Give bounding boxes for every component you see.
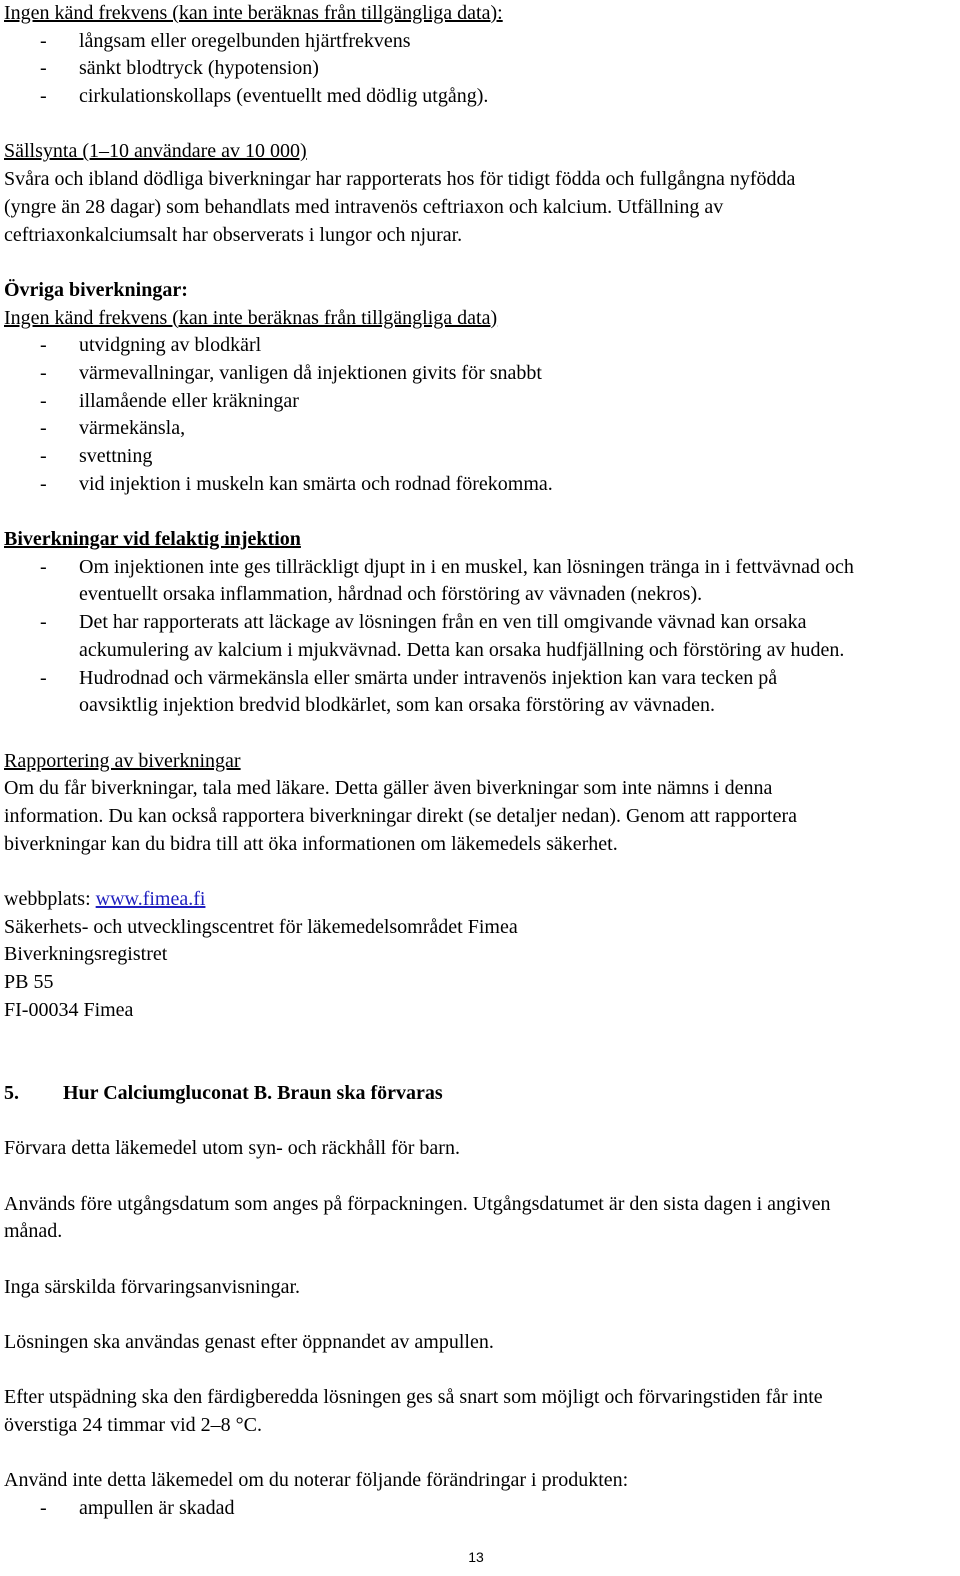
- list-item: - värmekänsla,: [4, 415, 956, 443]
- page-number: 13: [468, 1549, 484, 1565]
- list-item: - långsam eller oregelbunden hjärtfrekvens: [4, 28, 956, 56]
- reporting-heading: Rapportering av biverkningar: [4, 749, 241, 772]
- address-line: Biverkningsregistret: [4, 943, 168, 966]
- paragraph-line: Om du får biverkningar, tala med läkare. Detta gäller även biverkningar som inte nämns i denna: [4, 777, 773, 800]
- bullet-dash: -: [40, 611, 47, 634]
- list-item: - värmevallningar, vanligen då injektionen givits för snabbt: [4, 360, 956, 388]
- list-item-continuation: ackumulering av kalcium i mjukvävnad. Detta kan orsaka hudfjällning och förstöring av huden.: [79, 638, 845, 661]
- website-link[interactable]: www.fimea.fi: [95, 888, 206, 910]
- bullet-dash: -: [40, 445, 47, 467]
- list-item: - Om injektionen inte ges tillräckligt djupt in i en muskel, kan lösningen tränga in i fettvävnad och: [4, 554, 956, 582]
- bullet-dash: -: [40, 334, 47, 357]
- list-item-continuation: oavsiktlig injektion bredvid blodkärlet, som kan orsaka förstöring av vävnaden.: [79, 694, 715, 717]
- address-line: PB 55: [4, 971, 54, 994]
- paragraph-line: Efter utspädning ska den färdigberedda lösningen ges så snart som möjligt och förvaringstiden får inte: [4, 1386, 823, 1409]
- bullet-dash: -: [40, 417, 47, 440]
- frequency-heading: Ingen känd frekvens (kan inte beräknas från tillgängliga data):: [4, 2, 503, 24]
- bullet-dash: -: [40, 85, 47, 108]
- list-item: - Det har rapporterats att läckage av lösningen från en ven till omgivande vävnad kan orsaka: [4, 609, 956, 637]
- section-title: Hur Calciumgluconat B. Braun ska förvaras: [63, 1081, 443, 1104]
- paragraph-line: Svåra och ibland dödliga biverkningar har rapporterats hos för tidigt födda och fullgångna nyfödda: [4, 168, 796, 191]
- rare-heading: Sällsynta (1–10 användare av 10 000): [4, 140, 307, 163]
- list-item: - sänkt blodtryck (hypotension): [4, 55, 956, 83]
- list-item: - Hudrodnad och värmekänsla eller smärta under intravenös injektion kan vara tecken på: [4, 665, 956, 693]
- paragraph: Använd inte detta läkemedel om du noterar följande förändringar i produkten:: [4, 1469, 629, 1492]
- paragraph-line: biverkningar kan du bidra till att öka informationen om läkemedels säkerhet.: [4, 832, 618, 855]
- address-line: Säkerhets- och utvecklingscentret för läkemedelsområdet Fimea: [4, 915, 518, 938]
- list-item: - utvidgning av blodkärl: [4, 332, 956, 360]
- section-heading: [4, 1080, 956, 1108]
- list-item: - illamående eller kräkningar: [4, 388, 956, 416]
- list-item: - ampullen är skadad: [4, 1495, 956, 1523]
- wrong-injection-heading: Biverkningar vid felaktig injektion: [4, 528, 301, 551]
- bullet-dash: -: [40, 1497, 47, 1520]
- paragraph-line: information. Du kan också rapportera biverkningar direkt (se detaljer nedan). Genom att rapportera: [4, 804, 798, 827]
- bullet-dash: -: [40, 29, 47, 52]
- section-number: 5.: [4, 1081, 19, 1104]
- address-line: FI-00034 Fimea: [4, 998, 134, 1021]
- paragraph-line: överstiga 24 timmar vid 2–8 °C.: [4, 1414, 262, 1437]
- bullet-dash: -: [40, 389, 47, 412]
- paragraph-line: ceftriaxonkalciumsalt har observerats i lungor och njurar.: [4, 223, 463, 246]
- frequency-subheading: Ingen känd frekvens (kan inte beräknas från tillgängliga data): [4, 306, 498, 329]
- paragraph-line: (yngre än 28 dagar) som behandlats med intravenös ceftriaxon och kalcium. Utfällning av: [4, 195, 724, 218]
- paragraph: Lösningen ska användas genast efter öppnandet av ampullen.: [4, 1331, 494, 1353]
- list-item: - cirkulationskollaps (eventuellt med dödlig utgång).: [4, 83, 956, 111]
- other-side-effects-heading: Övriga biverkningar:: [4, 278, 188, 301]
- bullet-dash: -: [40, 555, 47, 578]
- paragraph: Förvara detta läkemedel utom syn- och räckhåll för barn.: [4, 1137, 460, 1160]
- bullet-dash: -: [40, 57, 47, 80]
- list-item: - vid injektion i muskeln kan smärta och rodnad förekomma.: [4, 471, 956, 499]
- list-item-continuation: eventuellt orsaka inflammation, hårdnad och förstöring av vävnaden (nekros).: [79, 583, 703, 606]
- document-page: [4, 0, 956, 1523]
- bullet-dash: -: [40, 666, 47, 689]
- website-label: webbplats:: [4, 888, 96, 910]
- website-line: [4, 886, 956, 914]
- paragraph-line: Används före utgångsdatum som anges på förpackningen. Utgångsdatumet är den sista dagen i angiven: [4, 1192, 831, 1215]
- bullet-dash: -: [40, 472, 47, 495]
- bullet-dash: -: [40, 361, 47, 384]
- paragraph-line: månad.: [4, 1220, 63, 1243]
- paragraph: Inga särskilda förvaringsanvisningar.: [4, 1275, 301, 1298]
- list-item: - svettning: [4, 443, 956, 471]
